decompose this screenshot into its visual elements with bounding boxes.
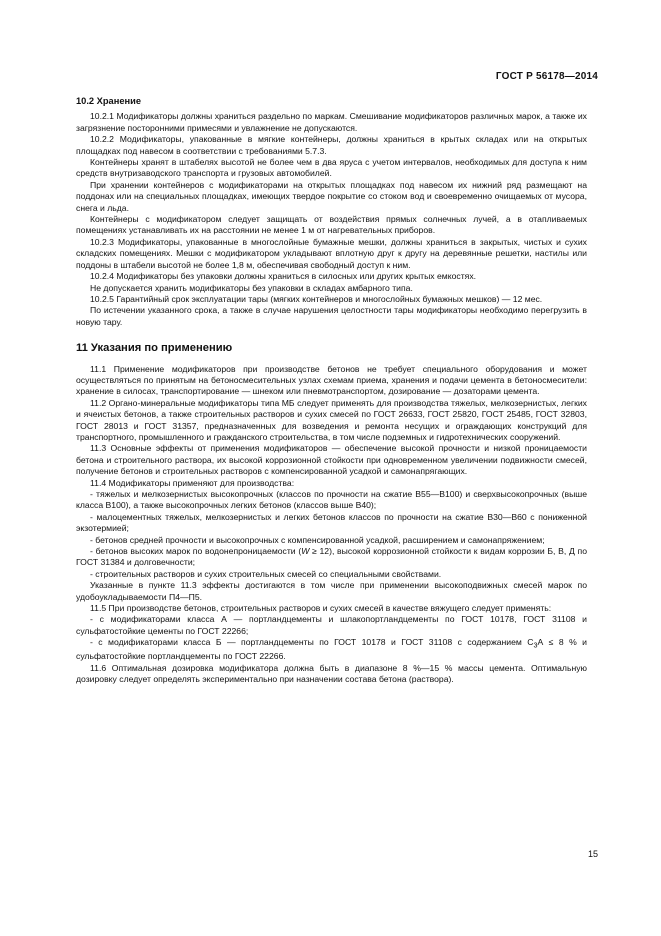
paragraph-11-5: 11.5 При производстве бетонов, строительных растворов и сухих смесей в качестве вяжущего следует применять: [90, 603, 552, 614]
paragraph: 10.2.1 Модификаторы должны храниться раздельно по маркам. Смешивание модификаторов различных марок, а также их загрязнение посторонними примесями и увлажнение не допускаются. [76, 111, 587, 133]
list-item: - тяжелых и мелкозернистых высокопрочных (классов по прочности на сжатие В55—В100) и сверхвысокопрочных (выше класса В100), а также высокопрочных легких бетонов (классов выше В40); [76, 489, 587, 511]
paragraph-11-2: 11.2 Органо-минеральные модификаторы типа МБ следует применять для производства тяжелых, мелкозернистых, легких и ячеистых бетонов, а также строительных растворов и сухих смесей по ГОСТ 26633, ГОСТ 25820, ГОСТ 25485, ГОСТ 32803, ГОСТ 28013 и ГОСТ 31357, предназначенных для возведения и ремонта несущих и ограждающих конструкций для транспортного, промышленного и гражданского строительства, в том числе подземных и гидротехнических сооружений. [76, 397, 587, 442]
paragraph: Контейнеры с модификатором следует защищать от воздействия прямых солнечных лучей, а в отапливаемых помещениях устанавливать их на расстоянии не менее 1 м от нагревательных приборов. [76, 214, 587, 236]
text-fragment: - бетонов высоких марок по водонепроницаемости ( [90, 546, 302, 557]
w-symbol: W [301, 546, 310, 557]
paragraph: Не допускается хранить модификаторы без упаковки в складах амбарного типа. [90, 282, 413, 293]
list-item: - малоцементных тяжелых, мелкозернистых и легких бетонов классов по прочности на сжатие В30—В60 с пониженной экзотермией; [76, 511, 587, 534]
paragraph: 10.2.5 Гарантийный срок эксплуатации тары (мягких контейнеров и многослойных бумажных мешков) — 12 мес. [90, 293, 543, 304]
paragraph-11-6: 11.6 Оптимальная дозировка модификатора должна быть в диапазоне 8 %—15 % массы цемента. Оптимальную дозировку следует определять экспериментально при назначении состава бетона (раствора). [76, 662, 587, 685]
subscript: 3 [533, 641, 538, 650]
paragraph: 10.2.2 Модификаторы, упакованные в мягкие контейнеры, должны храниться в крытых складах или на открытых площадках под навесом в соответствии с требованиями 5.7.3. [76, 134, 587, 156]
paragraph-11-4: 11.4 Модификаторы применяют для производства: [90, 477, 295, 488]
page-content [76, 96, 587, 686]
list-item: - бетонов средней прочности и высокопрочных с компенсированной усадкой, расширением и самонапряжением; [90, 534, 545, 545]
text-fragment: А ≤ 8 % и сульфатостойкие портландцементы по ГОСТ 22266. [76, 637, 587, 662]
section-10-2-title: 10.2 Хранение [76, 96, 142, 106]
paragraph: 10.2.3 Модификаторы, упакованные в многослойные бумажные мешки, должны храниться в закрытых, чистых и сухих складских помещениях. Мешки с модификатором укладывают вплотную друг к другу на деревянные решетки, настилы или поддоны в штабели высотой не более 1,8 м, обеспечивая свободный доступ к ним. [76, 236, 587, 270]
paragraph-11-1: 11.1 Применение модификаторов при производстве бетонов не требует специального оборудования и может осуществляться по принятым на бетоносмесительных узлах схемам приема, хранения и подачи цемента в бетоносмесители: хранение в силосах, транспортирование — шнеком или пневмотранспортом, дозирование — дозаторами цемента. [76, 363, 587, 397]
section-11-title: 11 Указания по применению [76, 342, 233, 355]
list-item-c3a [76, 637, 587, 663]
paragraph: 10.2.4 Модификаторы без упаковки должны храниться в силосных или других крытых емкостях. [90, 271, 477, 282]
paragraph-11-3: 11.3 Основные эффекты от применения модификаторов — обеспечение высокой прочности и низкой проницаемости бетона и строительного раствора, их высокой коррозионной стойкости при одновременном увеличении подвижности смесей, получение бетонов и строительных растворов с компенсированной усадкой и самонапрягающих. [76, 443, 587, 477]
page-number: 15 [587, 849, 598, 859]
list-item: - строительных растворов и сухих строительных смесей со специальными свойствами. [90, 568, 442, 579]
text-fragment: ≥ 12), высокой коррозионной стойкости к видам коррозии Б, В, Д по ГОСТ 31384 и долговечности; [76, 546, 587, 568]
list-item-waterproof [76, 546, 587, 569]
paragraph: Контейнеры хранят в штабелях высотой не более чем в два яруса с учетом интервалов, необходимых для доступа к ним средств внутризаводского транспорта и грузовых автомобилей. [76, 157, 587, 179]
paragraph: По истечении указанного срока, а также в случае нарушения целостности тары модификаторы необходимо перегрузить в новую тару. [76, 305, 587, 327]
paragraph: При хранении контейнеров с модификаторами на открытых площадках под навесом их нижний ряд размещают на поддонах или на специальных площадках, имеющих твердое покрытие со стоком вод и своевременно очищаемых от мусора, снега и льда. [76, 179, 587, 213]
document-header: ГОСТ Р 56178—2014 [495, 71, 598, 82]
text-fragment: - с модификаторами класса Б — портландцементы по ГОСТ 10178 и ГОСТ 31108 с содержанием С [90, 637, 534, 648]
paragraph-11-4-note: Указанные в пункте 11.3 эффекты достигаются в том числе при применении высокоподвижных смесей марок по удобоукладываемости П4—П5. [76, 580, 587, 602]
list-item: - с модификаторами класса А — портландцементы и шлакопортландцементы по ГОСТ 10178, ГОСТ 31108 и сульфатостойкие цементы по ГОСТ 22266; [76, 614, 587, 636]
